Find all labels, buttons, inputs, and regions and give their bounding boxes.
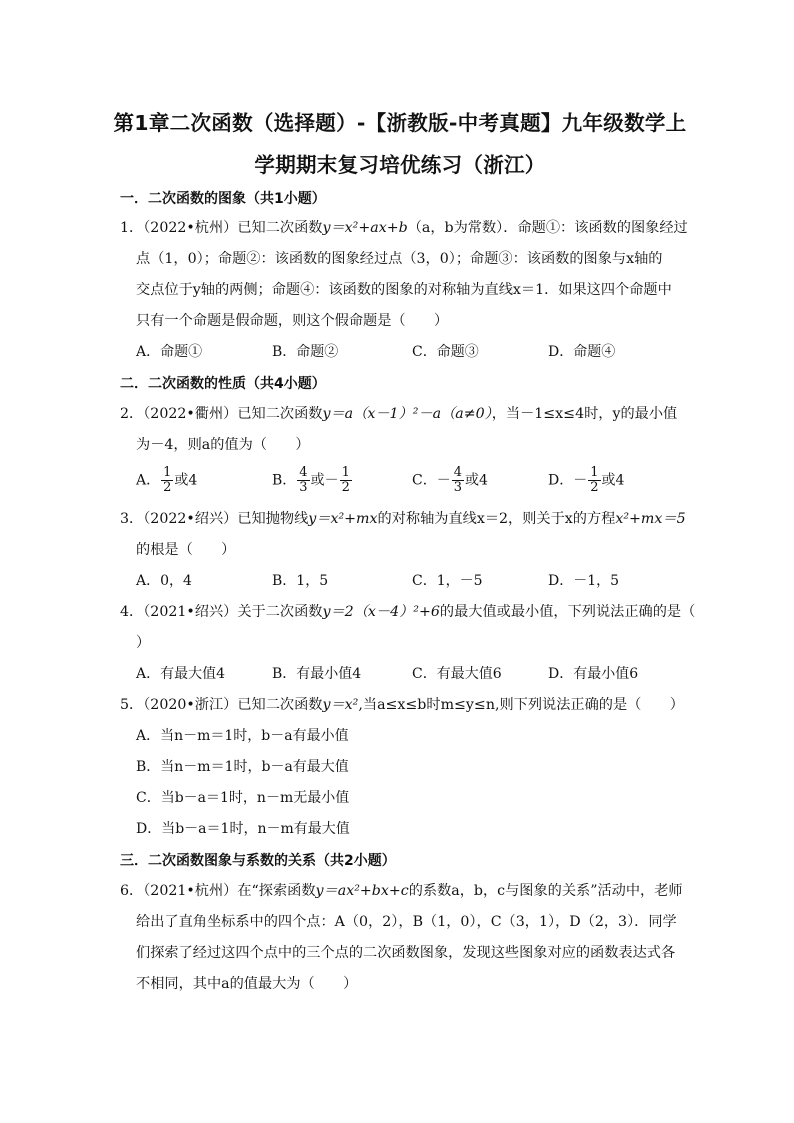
q4-option-d[interactable]: D．有最小值6 <box>548 666 639 682</box>
q2-option-a[interactable]: A． $\frac{1}{2}$ 或4 <box>136 465 198 495</box>
question-2-line-1: 2．（2022•衢州）已知二次函数y＝a（x－1）²－a（a≠0），当－1≤x≤4时，y的最小值 <box>120 406 678 422</box>
section-heading-1: 一．二次函数的图象（共1小题） <box>120 191 326 207</box>
q4-option-b[interactable]: B．有最小值4 <box>272 666 362 682</box>
fraction: $\frac{1}{2}$ <box>163 465 172 495</box>
q3-option-c[interactable]: C．1，－5 <box>412 573 483 589</box>
document-title-line-1: 第1章二次函数（选择题）-【浙教版-中考真题】九年级数学上 <box>113 111 687 135</box>
question-1-line-1: 1．（2022•杭州）已知二次函数y＝x²+ax+b（a，b为常数）．命题①：该函数的图象经过 <box>120 220 688 236</box>
q2-option-b[interactable]: B． $\frac{4}{3}$ 或－ $\frac{1}{2}$ <box>272 465 350 495</box>
fraction: $\frac{4}{3}$ <box>299 465 308 495</box>
q5-option-c[interactable]: C．当b－a＝1时，n－m无最小值 <box>136 790 350 806</box>
question-4-line-2: ） <box>136 635 151 651</box>
section-heading-3: 三．二次函数图象与系数的关系（共2小题） <box>120 853 396 869</box>
q3-option-b[interactable]: B．1，5 <box>272 573 329 589</box>
q6-formula: y＝ax²+bx+c <box>315 883 409 899</box>
q1-option-c[interactable]: C．命题③ <box>412 344 479 360</box>
question-6-line-2: 给出了直角坐标系中的四个点：A（0，2），B（1，0），C（3，1），D（2，3）．同学 <box>136 914 677 930</box>
q4-formula: y＝2（x－4）²+6 <box>322 604 440 620</box>
question-1-line-4: 只有一个命题是假命题，则这个假命题是（ ） <box>136 313 449 329</box>
q3-option-d[interactable]: D．－1，5 <box>548 573 620 589</box>
fraction: $\frac{1}{2}$ <box>341 465 350 495</box>
question-3-line-2: 的根是（ ） <box>136 542 236 558</box>
q1-option-a[interactable]: A．命题① <box>136 344 203 360</box>
fraction: $\frac{1}{2}$ <box>590 465 599 495</box>
q5-formula: y＝x² <box>322 697 359 713</box>
question-6-line-3: 们探索了经过这四个点中的三个点的二次函数图象，发现这些图象对应的函数表达式各 <box>136 945 676 961</box>
q5-option-a[interactable]: A．当n－m＝1时，b－a有最小值 <box>136 728 349 744</box>
question-1-line-2: 点（1，0）；命题②：该函数的图象经过点（3，0）；命题③：该函数的图象与x轴的 <box>136 251 663 267</box>
q2-formula: y＝a（x－1）²－a（a≠0） <box>322 406 492 422</box>
question-1-line-3: 交点位于y轴的两侧；命题④：该函数的图象的对称轴为直线x＝1．如果这四个命题中 <box>136 282 672 298</box>
q2-option-c[interactable]: C．－ $\frac{4}{3}$ 或4 <box>412 465 488 495</box>
q1-option-d[interactable]: D．命题④ <box>548 344 616 360</box>
q5-option-b[interactable]: B．当n－m＝1时，b－a有最大值 <box>136 759 349 775</box>
question-6-line-1: 6．（2021•杭州）在“探索函数y＝ax²+bx+c的系数a，b，c与图象的关系”活动中，老师 <box>120 883 683 899</box>
question-2-line-2: 为－4，则a的值为（ ） <box>136 437 310 453</box>
question-5-line-1: 5．（2020•浙江）已知二次函数y＝x²,当a≤x≤b时m≤y≤n,则下列说法正确的是（ ） <box>120 697 684 713</box>
q4-option-c[interactable]: C．有最大值6 <box>412 666 502 682</box>
document-title-line-2: 学期期末复习培优练习（浙江） <box>254 153 546 177</box>
q1-option-b[interactable]: B．命题② <box>272 344 339 360</box>
section-heading-2: 二．二次函数的性质（共4小题） <box>120 376 326 392</box>
fraction: $\frac{4}{3}$ <box>453 465 462 495</box>
question-3-line-1: 3．（2022•绍兴）已知抛物线y＝x²+mx的对称轴为直线x＝2，则关于x的方程x²+mx＝5 <box>120 511 686 527</box>
q3-option-a[interactable]: A．0，4 <box>136 573 192 589</box>
q2-option-d[interactable]: D．－ $\frac{1}{2}$ 或4 <box>548 465 625 495</box>
question-4-line-1: 4．（2021•绍兴）关于二次函数y＝2（x－4）²+6的最大值或最小值，下列说法正确的是（ <box>120 604 696 620</box>
question-6-line-4: 不相同，其中a的值最大为（ ） <box>136 976 358 992</box>
q5-option-d[interactable]: D．当b－a＝1时，n－m有最大值 <box>136 821 350 837</box>
q4-option-a[interactable]: A．有最大值4 <box>136 666 226 682</box>
q1-formula: y＝x²+ax+b <box>322 220 408 236</box>
q3-equation: x²+mx＝5 <box>615 511 686 527</box>
q3-formula: y＝x²+mx <box>308 511 378 527</box>
